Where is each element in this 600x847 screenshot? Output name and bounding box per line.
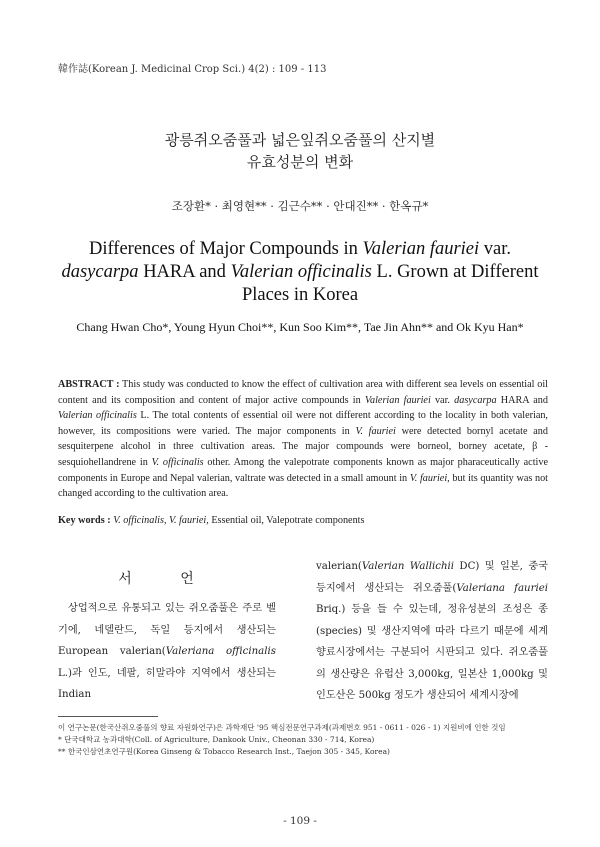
keywords-label: Key words : xyxy=(58,515,111,526)
english-title: Differences of Major Compounds in Valerian fauriei var. dasycarpa HARA and Valerian officinalis L. Grown at Different Places in Korea xyxy=(61,239,539,305)
page-number: - 109 - xyxy=(283,815,317,827)
body-column-left: 상업적으로 유통되고 있는 쥐오줌풀은 주로 벨기에, 네델란드, 독일 등지에서 생산되는 European valerian(Valeriana officinalis L.)과 인도, 네팔, 히말라야 지역에서 생산되는 Indian xyxy=(58,603,276,700)
korean-title-line1: 광릉쥐오줌풀과 넓은잎쥐오줌풀의 산지별 xyxy=(164,131,436,149)
keywords: Key words : V. officinalis, V. fauriei, Essential oil, Valepotrate components xyxy=(58,515,365,526)
footnote-divider xyxy=(58,716,158,717)
korean-authors: 조장환* · 최영현** · 김근수** · 안대진** · 한옥규* xyxy=(171,199,429,213)
footnote-affiliation-2: ** 한국인삼연초연구원(Korea Ginseng & Tobacco Research Inst., Taejon 305 - 345, Korea) xyxy=(58,747,390,756)
footnote-funding: 이 연구논문(한국산쥐오줌풀의 향료 자원화연구)은 과학재단 '95 핵심전문연구과제(과제번호 951 - 0611 - 026 - 1) 지원비에 인한 것임 xyxy=(58,723,506,732)
english-authors: Chang Hwan Cho*, Young Hyun Choi**, Kun Soo Kim**, Tae Jin Ahn** and Ok Kyu Han* xyxy=(76,320,524,334)
journal-header: 韓作誌(Korean J. Medicinal Crop Sci.) 4(2) : 109 - 113 xyxy=(58,64,327,75)
footnotes xyxy=(58,722,558,758)
section-title-introduction: 서 언 xyxy=(118,571,216,587)
abstract-label: ABSTRACT : xyxy=(58,379,120,390)
footnote-affiliation-1: * 단국대학교 농과대학(Coll. of Agriculture, Dankook Univ., Cheonan 330 - 714, Korea) xyxy=(58,735,375,744)
korean-title-line2: 유효성분의 변화 xyxy=(246,153,354,171)
abstract: ABSTRACT : This study was conducted to know the effect of cultivation area with different sea levels on essential oil content and its composition and content of major active compounds in Valerian fauriei var. dasycarpa HARA and Valerian officinalis L. The total contents of essential oil were not different according to the locality in both valerian, however, its compositions were varied. The major components in V. fauriei were detected bornyl acetate and sesquiterpene alcohol in three cultivation areas. The major compounds were borneol, borney acetate, β -sesquiohellandrene in V. officinalis other. Among the valepotrate components known as major pharaceutically active components in Europe and Nepal valerian, valtrate was detected in a small amount in V. fauriei, but its quantity was not changed according to the cultivation area. xyxy=(58,379,549,500)
body-column-right: valerian(Valerian Wallichii DC) 및 일본, 중국 등지에서 생산되는 쥐오줌풀(Valeriana fauriei Briq.) 등을 들 수 있는데, 정유성분의 조성은 종(species) 및 생산지역에 따라 다르기 때문에 세계 향료시장에서는 구분되어 시판되고 있다. 쥐오줌풀의 생산량은 유럽산 3,000kg, 일본산 1,000kg 및 인도산은 500kg 정도가 생산되어 세계시장에 xyxy=(316,561,549,701)
